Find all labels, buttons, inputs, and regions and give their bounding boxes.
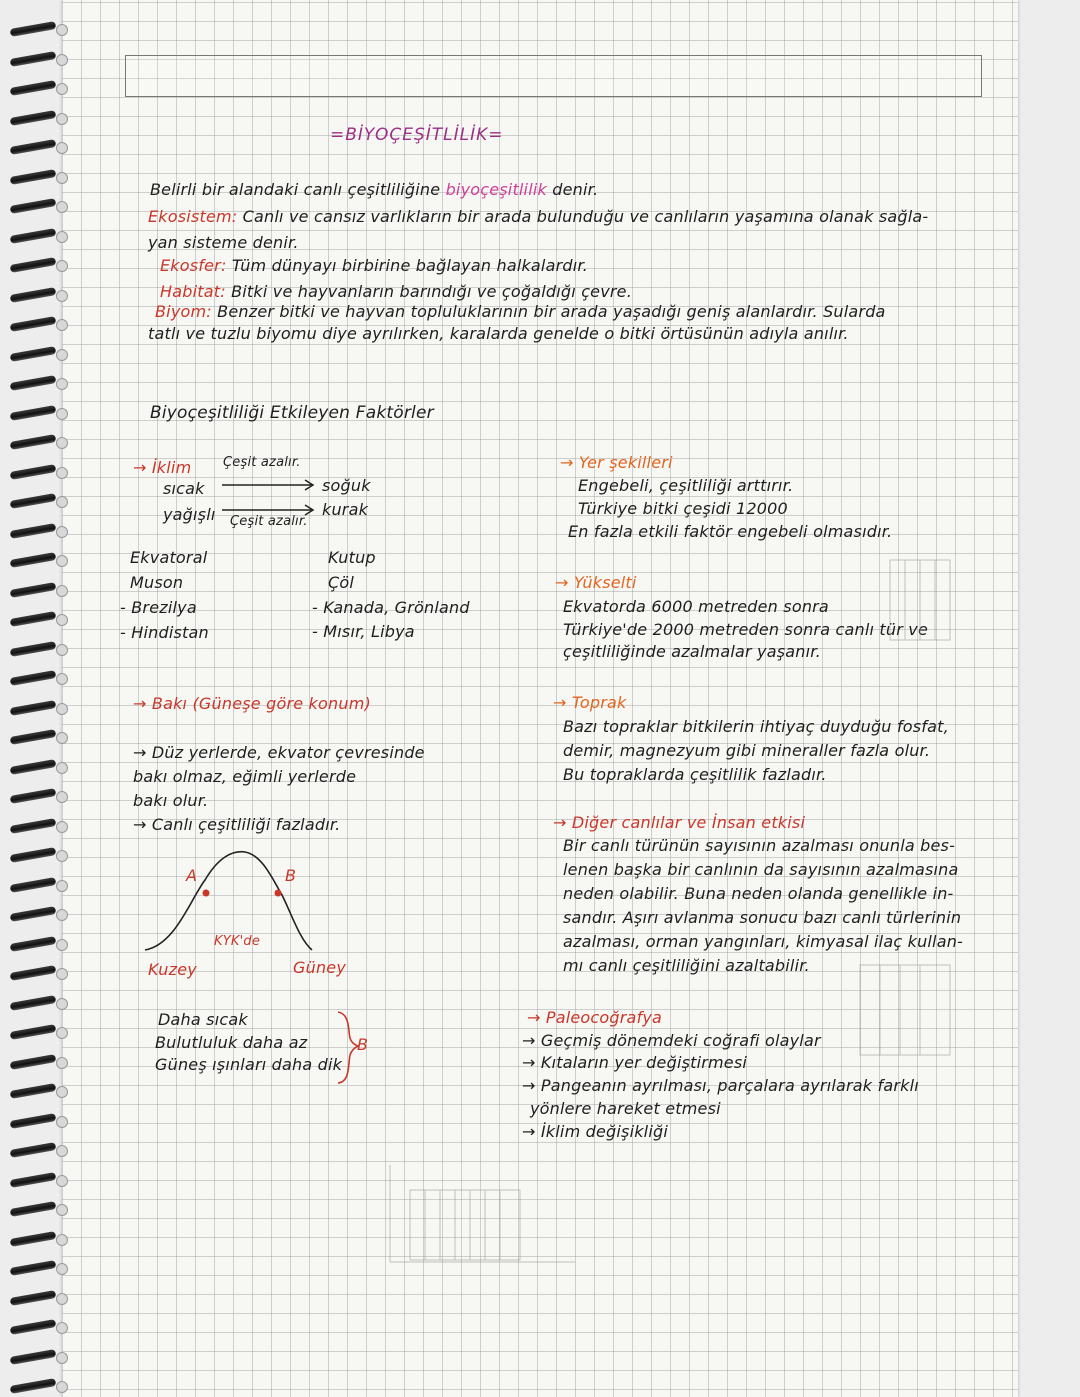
point-b-marker xyxy=(275,890,282,897)
point-a-label: A xyxy=(186,866,198,885)
climate-heading: → İklim xyxy=(133,458,192,477)
others-line-4: sandır. Aşırı avlanma sonucu bazı canlı türlerinin xyxy=(563,908,962,927)
paleo-line-4: yönlere hareket etmesi xyxy=(530,1099,721,1118)
others-line-5: azalması, orman yangınları, kimyasal ilaç kullan- xyxy=(563,932,964,951)
altitude-line-3: çeşitliliğinde azalmalar yaşanır. xyxy=(563,642,821,661)
aspect-line-2: bakı olmaz, eğimli yerlerde xyxy=(133,767,357,786)
landforms-line-2: Türkiye bitki çeşidi 12000 xyxy=(578,499,788,518)
landforms-heading: → Yer şekilleri xyxy=(560,453,673,472)
soil-line-1: Bazı topraklar bitkilerin ihtiyaç duyduğu fosfat, xyxy=(563,717,949,736)
paleo-line-1: → Geçmiş dönemdeki coğrafi olaylar xyxy=(522,1031,821,1050)
altitude-line-1: Ekvatorda 6000 metreden sonra xyxy=(563,597,829,616)
climate-arrow-top-label: Çeşit azalır. xyxy=(223,455,301,470)
aspect-line-4: → Canlı çeşitliliği fazladır. xyxy=(133,815,341,834)
bracket-b-label: B xyxy=(357,1035,369,1054)
intro-text-a: Belirli bir alandaki canlı çeşitliliğine xyxy=(150,180,441,199)
north-label: Kuzey xyxy=(148,960,197,979)
soil-line-3: Bu topraklarda çeşitlilik fazladır. xyxy=(563,765,827,784)
altitude-line-2: Türkiye'de 2000 metreden sonra canlı tür ve xyxy=(563,620,928,639)
biome-line-2: tatlı ve tuzlu biyomu diye ayrılırken, karalarda genelde o bitki örtüsünün adıyla anılır. xyxy=(148,324,849,343)
climate-right-item-1: Kutup xyxy=(328,548,376,567)
climate-arrow-bottom-label: Çeşit azalır. xyxy=(230,514,308,529)
aspect-line-1: → Düz yerlerde, ekvator çevresinde xyxy=(133,743,425,762)
ecosphere-text: Tüm dünyayı birbirine bağlayan halkalardır. xyxy=(231,256,588,275)
climate-left-item-2: Muson xyxy=(130,573,184,592)
climate-right-item-3: - Kanada, Grönland xyxy=(312,598,470,617)
landforms-line-1: Engebeli, çeşitliliği arttırır. xyxy=(578,476,794,495)
page-title: =BİYOÇEŞİTLİLİK= xyxy=(330,125,504,145)
brace-mark xyxy=(338,1012,358,1083)
ecosystem-line-2: yan sisteme denir. xyxy=(148,233,299,252)
aspect-bell-curve xyxy=(145,852,312,950)
others-line-2: lenen başka bir canlının da sayısının azalmasına xyxy=(563,860,959,879)
others-line-3: neden olabilir. Buna neden olanda genellikle in- xyxy=(563,884,954,903)
climate-row1-right: soğuk xyxy=(322,476,371,495)
climate-row2-right: kurak xyxy=(322,500,369,519)
climate-row2-left: yağışlı xyxy=(163,505,216,524)
aspect-line-3: bakı olur. xyxy=(133,791,209,810)
ecosystem-term: Ekosistem: xyxy=(148,207,238,226)
climate-left-item-4: - Hindistan xyxy=(120,623,209,642)
others-line-1: Bir canlı türünün sayısının azalması onunla bes- xyxy=(563,836,956,855)
habitat-term: Habitat: xyxy=(160,282,226,301)
south-label: Güney xyxy=(293,958,346,977)
ecosystem-text: Canlı ve cansız varlıkların bir arada bulunduğu ve canlıların yaşamına olanak sağla- xyxy=(242,207,929,226)
soil-line-2: demir, magnezyum gibi mineraller fazla olur. xyxy=(563,741,931,760)
altitude-heading: → Yükselti xyxy=(555,573,637,592)
intro-text-b: denir. xyxy=(552,180,599,199)
paleo-line-3: → Pangeanın ayrılması, parçalara ayrılarak farklı xyxy=(522,1076,919,1095)
ecosphere-term: Ekosfer: xyxy=(160,256,227,275)
aspect-heading: → Bakı (Güneşe göre konum) xyxy=(133,694,371,713)
climate-row1-left: sıcak xyxy=(163,479,205,498)
climate-left-item-1: Ekvatoral xyxy=(130,548,208,567)
bracket-line-1: Daha sıcak xyxy=(158,1010,248,1029)
climate-right-item-4: - Mısır, Libya xyxy=(312,622,415,641)
biome-text: Benzer bitki ve hayvan topluluklarının bir arada yaşadığı geniş alanlardır. Sularda xyxy=(217,302,886,321)
climate-right-item-2: Çöl xyxy=(328,573,355,592)
landforms-line-3: En fazla etkili faktör engebeli olmasıdır. xyxy=(568,522,893,541)
others-heading: → Diğer canlılar ve İnsan etkisi xyxy=(553,813,806,832)
biodiversity-term: biyoçeşitlilik xyxy=(445,180,547,199)
kyk-label: KYK'de xyxy=(214,934,261,949)
paleo-line-5: → İklim değişikliği xyxy=(522,1122,668,1141)
soil-heading: → Toprak xyxy=(553,693,627,712)
point-a-marker xyxy=(203,890,210,897)
paleo-heading: → Paleocoğrafya xyxy=(527,1008,663,1027)
point-b-label: B xyxy=(285,866,297,885)
climate-left-item-3: - Brezilya xyxy=(120,598,197,617)
paleo-line-2: → Kıtaların yer değiştirmesi xyxy=(522,1053,748,1072)
faint-sketch xyxy=(390,560,950,1262)
bracket-line-3: Güneş ışınları daha dik xyxy=(155,1055,343,1074)
habitat-text: Bitki ve hayvanların barındığı ve çoğaldığı çevre. xyxy=(231,282,633,301)
bracket-line-2: Bulutluluk daha az xyxy=(155,1033,308,1052)
factors-heading: Biyoçeşitliliği Etkileyen Faktörler xyxy=(150,403,434,423)
others-line-6: mı canlı çeşitliliğini azaltabilir. xyxy=(563,956,810,975)
biome-term: Biyom: xyxy=(155,302,212,321)
